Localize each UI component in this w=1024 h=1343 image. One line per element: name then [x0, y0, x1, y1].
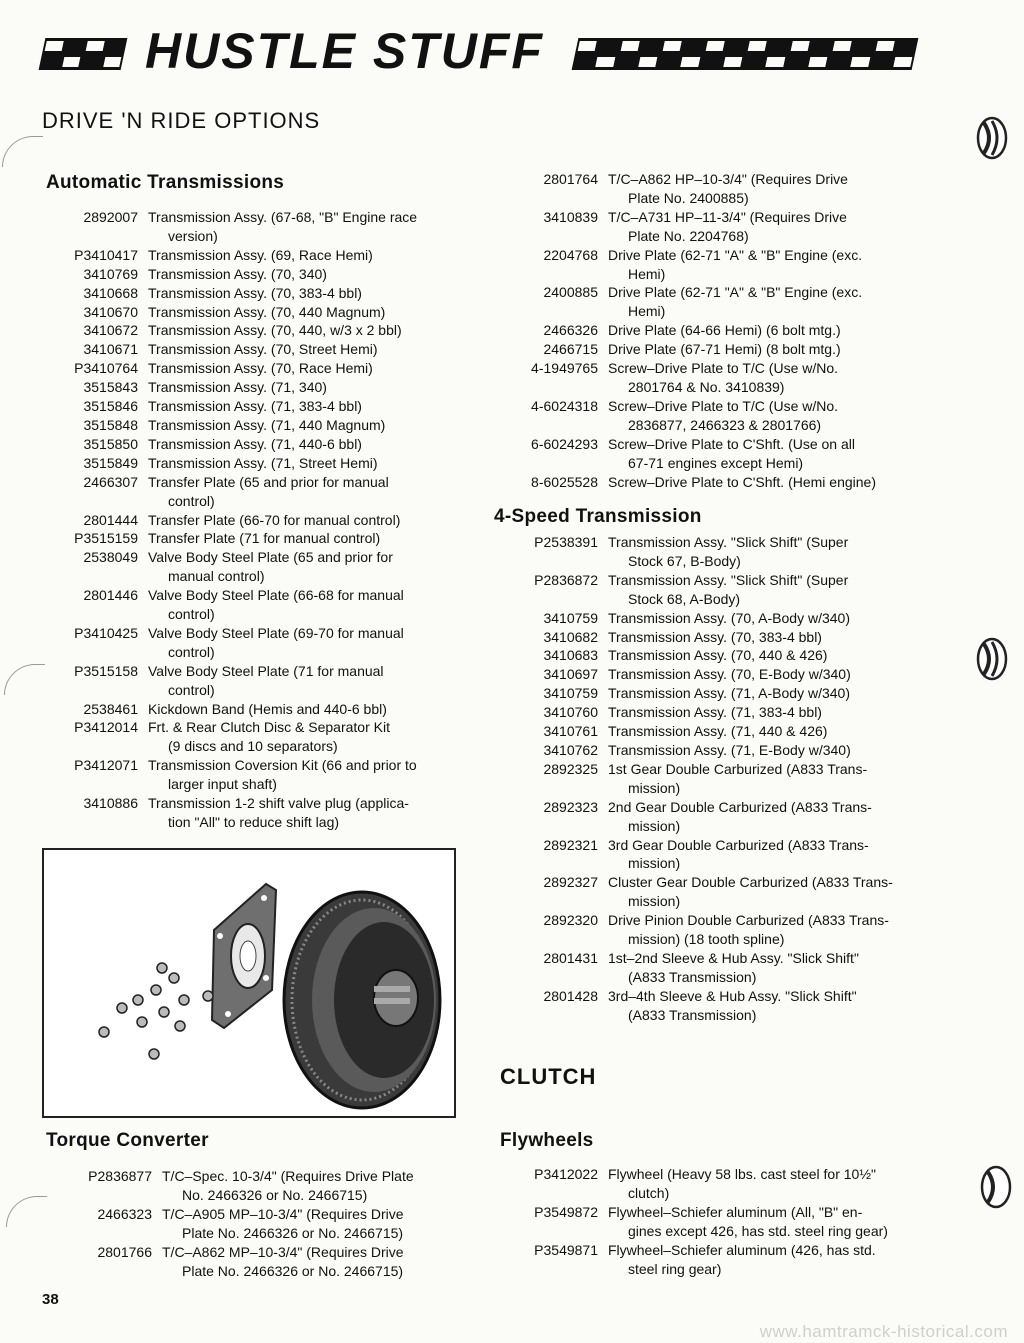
- torque-converter-list: [42, 1167, 456, 1280]
- part-number: 2892323: [543, 798, 598, 815]
- part-row: [492, 283, 914, 321]
- part-description-continuation: 67-71 engines except Hemi): [628, 454, 804, 471]
- part-description-line: 1st Gear Double Carburized (A833 Trans-: [608, 760, 868, 777]
- part-description-line: Transmission Assy. (70, Race Hemi): [148, 360, 373, 377]
- part-row: [42, 435, 460, 454]
- part-description-line: Valve Body Steel Plate (65 and prior for: [148, 549, 393, 566]
- part-row: [42, 454, 460, 473]
- part-description-line: Flywheel–Schiefer aluminum (All, "B" en-: [608, 1203, 863, 1220]
- part-row: [42, 1205, 456, 1243]
- part-description-line: Transmission Assy. (71, 383-4 bbl): [148, 398, 362, 415]
- checkered-flag-right: [572, 38, 919, 70]
- part-description: [608, 1165, 916, 1203]
- part-description: [608, 1241, 916, 1279]
- part-number: 3410672: [83, 322, 138, 339]
- part-description-continuation: Plate No. 2466326 or No. 2466715): [182, 1262, 404, 1279]
- part-description: [148, 586, 460, 624]
- part-description: [148, 529, 460, 548]
- part-description-line: Transmission Assy. (70, 340): [148, 265, 327, 282]
- part-description: [148, 756, 460, 794]
- part-description-line: Transmission Assy. (70, 383-4 bbl): [148, 284, 362, 301]
- part-description: [608, 836, 914, 874]
- part-description: [148, 359, 460, 378]
- part-description: [148, 321, 460, 340]
- part-description-line: Transmission Assy. (69, Race Hemi): [148, 246, 373, 263]
- part-row: [42, 303, 460, 322]
- part-number: 3410762: [543, 741, 598, 758]
- part-number: P3412071: [74, 757, 138, 774]
- part-description-continuation: Stock 68, A-Body): [628, 590, 741, 607]
- part-row: [42, 378, 460, 397]
- part-description-line: T/C–A862 MP–10-3/4" (Requires Drive: [162, 1243, 404, 1260]
- part-row: [42, 473, 460, 511]
- part-description-continuation: mission): [628, 855, 681, 872]
- part-description-line: Transmission Assy. "Slick Shift" (Super: [608, 534, 849, 550]
- part-number: 2801444: [83, 511, 138, 528]
- part-number: 2400885: [543, 284, 598, 301]
- part-description-line: T/C–A731 HP–11-3/4" (Requires Drive: [608, 208, 847, 225]
- margin-mark: [4, 664, 45, 695]
- part-number: 2204768: [543, 246, 598, 263]
- part-row: [492, 1241, 916, 1279]
- part-number: 4-6024318: [531, 397, 598, 414]
- part-description-line: Drive Pinion Double Carburized (A833 Trans-: [608, 912, 889, 929]
- part-description-line: Valve Body Steel Plate (66-68 for manual: [148, 587, 404, 604]
- part-description: [608, 208, 914, 246]
- part-description-line: Transmission Assy. (71, A-Body w/340): [608, 685, 850, 702]
- part-description-line: 1st–2nd Sleeve & Hub Assy. "Slick Shift": [608, 949, 859, 966]
- part-description-line: Transmission Assy. (71, 340): [148, 379, 327, 396]
- part-description: [608, 571, 914, 609]
- part-description: [608, 340, 914, 359]
- part-description-line: Screw–Drive Plate to C'Shft. (Hemi engine): [608, 473, 876, 490]
- part-description-continuation: 2801764 & No. 3410839): [628, 378, 785, 395]
- part-description: [162, 1243, 456, 1281]
- part-description: [148, 416, 460, 435]
- part-row: [42, 340, 460, 359]
- part-number: 6-6024293: [531, 435, 598, 452]
- part-description: [608, 873, 914, 911]
- part-description: [148, 208, 460, 246]
- part-description-line: Transfer Plate (65 and prior for manual: [148, 473, 389, 490]
- part-description-continuation: steel ring gear): [628, 1260, 722, 1277]
- part-number: 2466715: [543, 341, 598, 358]
- part-row: [492, 949, 914, 987]
- part-description: [148, 246, 460, 265]
- part-description: [148, 473, 460, 511]
- part-description-continuation: clutch): [628, 1184, 670, 1201]
- torque-converter-heading: Torque Converter: [46, 1130, 209, 1151]
- torque-converter-icon: [284, 892, 440, 1108]
- part-row: [492, 397, 914, 435]
- part-number: 3410668: [83, 284, 138, 301]
- part-number: 2892007: [83, 209, 138, 225]
- part-description: [608, 760, 914, 798]
- part-description-line: 2nd Gear Double Carburized (A833 Trans-: [608, 798, 872, 815]
- checkered-flag-left: [39, 38, 128, 70]
- part-description-continuation: manual control): [168, 568, 265, 585]
- margin-mark: [6, 1196, 47, 1227]
- part-description: [148, 397, 460, 416]
- part-number: 2466307: [83, 473, 138, 490]
- part-description-line: Transmission Assy. (70, Street Hemi): [148, 341, 378, 358]
- part-number: P3549872: [534, 1203, 598, 1220]
- part-description-line: Drive Plate (62-71 "A" & "B" Engine (exc.: [608, 284, 863, 301]
- part-number: 3410671: [83, 341, 138, 358]
- part-row: [492, 741, 914, 760]
- part-description: [608, 1203, 916, 1241]
- part-number: P3515159: [74, 530, 138, 547]
- part-description-line: T/C–A905 MP–10-3/4" (Requires Drive: [162, 1205, 404, 1222]
- part-number: 3410670: [83, 303, 138, 320]
- part-description-line: Transmission Assy. (70, E-Body w/340): [608, 666, 851, 683]
- part-description: [162, 1205, 456, 1243]
- flywheels-list: [492, 1165, 916, 1278]
- part-description-line: Transmission Assy. (70, 440 & 426): [608, 647, 828, 664]
- part-number: 2892327: [543, 874, 598, 891]
- part-description-line: Transmission Assy. (67-68, "B" Engine race: [148, 209, 418, 225]
- part-description-line: Transmission Assy. (71, 440 Magnum): [148, 416, 386, 433]
- part-number: 2466323: [97, 1205, 152, 1222]
- part-row: [492, 321, 914, 340]
- part-description-line: 3rd–4th Sleeve & Hub Assy. "Slick Shift": [608, 987, 857, 1004]
- part-description-continuation: mission): [628, 779, 681, 796]
- part-description-continuation: control): [168, 643, 215, 660]
- part-description-line: Screw–Drive Plate to C'Shft. (Use on all: [608, 435, 855, 452]
- part-description: [148, 340, 460, 359]
- part-description-line: Transmission Assy. (70, 440, w/3 x 2 bbl): [148, 322, 402, 339]
- part-description: [148, 265, 460, 284]
- part-row: [492, 435, 914, 473]
- part-description: [148, 303, 460, 322]
- part-description-continuation: 2836877, 2466323 & 2801766): [628, 416, 822, 433]
- part-row: [492, 1203, 916, 1241]
- part-row: [492, 628, 914, 647]
- part-description-line: Screw–Drive Plate to T/C (Use w/No.: [608, 397, 839, 414]
- part-description-line: Transmission Assy. (71, E-Body w/340): [608, 741, 851, 758]
- part-description: [148, 284, 460, 303]
- part-row: [492, 571, 914, 609]
- part-description: [608, 911, 914, 949]
- part-description-line: Flywheel–Schiefer aluminum (426, has std.: [608, 1241, 876, 1258]
- part-description-line: Transmission Assy. "Slick Shift" (Super: [608, 571, 849, 588]
- part-number: 2538049: [83, 549, 138, 566]
- four-speed-heading: 4-Speed Transmission: [494, 506, 702, 527]
- part-description-line: Drive Plate (62-71 "A" & "B" Engine (exc.: [608, 246, 863, 263]
- part-row: [42, 529, 460, 548]
- part-description: [608, 665, 914, 684]
- part-description-continuation: control): [168, 606, 215, 623]
- part-number: 3410697: [543, 666, 598, 683]
- part-row: [42, 284, 460, 303]
- part-description: [608, 321, 914, 340]
- part-row: [42, 511, 460, 530]
- part-number: 2892325: [543, 760, 598, 777]
- part-description-line: Valve Body Steel Plate (69-70 for manual: [148, 624, 404, 641]
- part-row: [492, 836, 914, 874]
- part-number: P3515158: [74, 662, 138, 679]
- part-description-line: Flywheel (Heavy 58 lbs. cast steel for 10½": [608, 1166, 876, 1182]
- part-row: [492, 798, 914, 836]
- part-description-continuation: Hemi): [628, 265, 666, 282]
- part-number: P2836877: [88, 1168, 152, 1184]
- part-description-line: Screw–Drive Plate to T/C (Use w/No.: [608, 360, 839, 377]
- part-description: [148, 378, 460, 397]
- part-number: 2801766: [97, 1243, 152, 1260]
- part-row: [492, 911, 914, 949]
- part-description: [608, 684, 914, 703]
- part-description-continuation: larger input shaft): [168, 776, 277, 793]
- part-row: [492, 246, 914, 284]
- watermark: www.hamtramck-historical.com: [759, 1322, 1008, 1341]
- part-row: [492, 760, 914, 798]
- part-number: P3549871: [534, 1241, 598, 1258]
- part-number: 3515850: [83, 435, 138, 452]
- part-row: [42, 397, 460, 416]
- part-number: 2892321: [543, 836, 598, 853]
- part-description-continuation: (9 discs and 10 separators): [168, 738, 338, 755]
- part-description: [608, 703, 914, 722]
- part-number: 2892320: [543, 912, 598, 929]
- part-number: 3410759: [543, 609, 598, 626]
- part-number: 3410886: [83, 795, 138, 812]
- part-number: P3412014: [74, 719, 138, 736]
- part-description-continuation: mission): [628, 817, 681, 834]
- part-row: [42, 359, 460, 378]
- part-description-continuation: mission) (18 tooth spline): [628, 931, 785, 948]
- part-description-line: Transmission Assy. (70, 440 Magnum): [148, 303, 386, 320]
- part-number: 3410760: [543, 704, 598, 721]
- binder-hole-icon: [976, 1164, 1014, 1210]
- part-description-line: Transmission Assy. (71, 440 & 426): [608, 723, 828, 740]
- part-row: [42, 208, 460, 246]
- binder-hole-icon: [972, 115, 1010, 161]
- part-row: [42, 1243, 456, 1281]
- part-row: [492, 609, 914, 628]
- part-number: 2466326: [543, 322, 598, 339]
- section-heading: DRIVE 'N RIDE OPTIONS: [42, 108, 321, 133]
- part-description: [608, 473, 914, 492]
- part-description-continuation: control): [168, 681, 215, 698]
- part-description-continuation: gines except 426, has std. steel ring gear): [628, 1222, 888, 1239]
- part-number: 2801431: [543, 949, 598, 966]
- part-row: [492, 684, 914, 703]
- part-row: [492, 665, 914, 684]
- part-row: [42, 662, 460, 700]
- part-description-continuation: Plate No. 2466326 or No. 2466715): [182, 1224, 404, 1241]
- part-description-line: T/C–A862 HP–10-3/4" (Requires Drive: [608, 171, 848, 187]
- drive-plate-icon: [212, 884, 276, 1028]
- part-row: [42, 718, 460, 756]
- part-description-line: Transmission Assy. (71, 383-4 bbl): [608, 704, 822, 721]
- part-number: 2801764: [543, 171, 598, 187]
- part-number: 3515843: [83, 379, 138, 396]
- part-description-continuation: (A833 Transmission): [628, 1006, 757, 1023]
- part-description-continuation: Stock 67, B-Body): [628, 552, 741, 569]
- part-row: [492, 722, 914, 741]
- clutch-heading: CLUTCH: [500, 1064, 597, 1089]
- part-row: [492, 170, 914, 208]
- binder-hole-icon: [972, 636, 1010, 682]
- part-description: [608, 359, 914, 397]
- part-description: [608, 987, 914, 1025]
- part-number: 3410761: [543, 723, 598, 740]
- part-description-line: Transmission Assy. (71, 440-6 bbl): [148, 435, 362, 452]
- part-description-line: Cluster Gear Double Carburized (A833 Trans-: [608, 874, 893, 891]
- part-description: [608, 798, 914, 836]
- part-row: [42, 548, 460, 586]
- part-description-continuation: Plate No. 2400885): [628, 189, 749, 206]
- part-description: [608, 246, 914, 284]
- part-row: [492, 646, 914, 665]
- part-number: P3410417: [74, 246, 138, 263]
- part-description: [148, 548, 460, 586]
- part-description-line: T/C–Spec. 10-3/4" (Requires Drive Plate: [162, 1168, 414, 1184]
- part-description-continuation: (A833 Transmission): [628, 968, 757, 985]
- part-description-line: 3rd Gear Double Carburized (A833 Trans-: [608, 836, 869, 853]
- part-row: [492, 473, 914, 492]
- part-description-line: Frt. & Rear Clutch Disc & Separator Kit: [148, 719, 390, 736]
- part-number: 3515848: [83, 416, 138, 433]
- part-number: 2801446: [83, 587, 138, 604]
- part-description-line: Transfer Plate (71 for manual control): [148, 530, 381, 547]
- part-description-line: Valve Body Steel Plate (71 for manual: [148, 662, 384, 679]
- part-row: [42, 1167, 456, 1205]
- part-number: 2538461: [83, 700, 138, 717]
- part-description: [608, 170, 914, 208]
- part-row: [42, 416, 460, 435]
- part-description-line: Transmission Coversion Kit (66 and prior to: [148, 757, 417, 774]
- part-row: [492, 533, 914, 571]
- part-row: [42, 265, 460, 284]
- part-number: 8-6025528: [531, 473, 598, 490]
- margin-mark: [2, 136, 43, 167]
- part-number: 3410759: [543, 685, 598, 702]
- part-row: [492, 208, 914, 246]
- part-row: [492, 987, 914, 1025]
- part-number: P3410764: [74, 360, 138, 377]
- automatic-transmissions-list: [42, 208, 460, 832]
- part-description-continuation: Hemi): [628, 303, 666, 320]
- part-number: P2538391: [534, 534, 598, 550]
- automatic-transmissions-continued-list: [492, 170, 914, 491]
- part-description: [608, 283, 914, 321]
- part-description: [608, 646, 914, 665]
- part-description: [608, 722, 914, 741]
- part-description: [148, 700, 460, 719]
- part-description-line: Kickdown Band (Hemis and 440-6 bbl): [148, 700, 387, 717]
- part-row: [492, 703, 914, 722]
- part-description-line: Transmission Assy. (70, 383-4 bbl): [608, 628, 822, 645]
- part-number: P2836872: [534, 571, 598, 588]
- part-number: 3410683: [543, 647, 598, 664]
- part-description: [608, 741, 914, 760]
- part-description: [148, 794, 460, 832]
- automatic-transmissions-heading: Automatic Transmissions: [46, 172, 285, 193]
- part-row: [42, 321, 460, 340]
- part-description: [148, 435, 460, 454]
- part-description-line: Transmission 1-2 shift valve plug (applica-: [148, 795, 409, 812]
- part-description: [162, 1167, 456, 1205]
- part-description-line: Drive Plate (67-71 Hemi) (8 bolt mtg.): [608, 341, 841, 358]
- part-description-continuation: version): [168, 227, 218, 244]
- part-description: [148, 718, 460, 756]
- part-description: [148, 511, 460, 530]
- part-description: [608, 949, 914, 987]
- part-description: [148, 662, 460, 700]
- part-description: [608, 533, 914, 571]
- part-description-line: Transmission Assy. (70, A-Body w/340): [608, 609, 850, 626]
- part-number: 2801428: [543, 987, 598, 1004]
- part-row: [492, 1165, 916, 1203]
- part-description-continuation: mission): [628, 893, 681, 910]
- part-description: [608, 609, 914, 628]
- part-row: [42, 246, 460, 265]
- part-description-line: Transmission Assy. (71, Street Hemi): [148, 454, 378, 471]
- part-number: 3515849: [83, 454, 138, 471]
- part-row: [42, 586, 460, 624]
- part-description-line: Transfer Plate (66-70 for manual control): [148, 511, 401, 528]
- part-number: 3410769: [83, 265, 138, 282]
- part-number: 4-1949765: [531, 360, 598, 377]
- part-number: 3410682: [543, 628, 598, 645]
- four-speed-list: [492, 533, 914, 1025]
- part-number: P3410425: [74, 624, 138, 641]
- flywheels-heading: Flywheels: [500, 1130, 594, 1151]
- torque-converter-photo: [42, 848, 456, 1118]
- part-description: [148, 624, 460, 662]
- part-row: [42, 794, 460, 832]
- part-description-continuation: tion "All" to reduce shift lag): [168, 814, 340, 830]
- part-description: [148, 454, 460, 473]
- part-description-continuation: No. 2466326 or No. 2466715): [182, 1186, 368, 1203]
- bolt-icons: [99, 963, 213, 1059]
- part-number: P3412022: [534, 1166, 598, 1182]
- part-description: [608, 628, 914, 647]
- part-description: [608, 397, 914, 435]
- part-description: [608, 435, 914, 473]
- page-number: 38: [42, 1291, 59, 1308]
- page-title: HUSTLE STUFF: [145, 23, 544, 79]
- part-row: [42, 756, 460, 794]
- part-row: [492, 873, 914, 911]
- part-number: 3515846: [83, 398, 138, 415]
- part-row: [42, 624, 460, 662]
- part-description-line: Drive Plate (64-66 Hemi) (6 bolt mtg.): [608, 322, 841, 339]
- part-row: [492, 340, 914, 359]
- part-row: [42, 700, 460, 719]
- part-number: 3410839: [543, 208, 598, 225]
- part-description-continuation: control): [168, 492, 215, 509]
- part-description-continuation: Plate No. 2204768): [628, 227, 749, 244]
- part-row: [492, 359, 914, 397]
